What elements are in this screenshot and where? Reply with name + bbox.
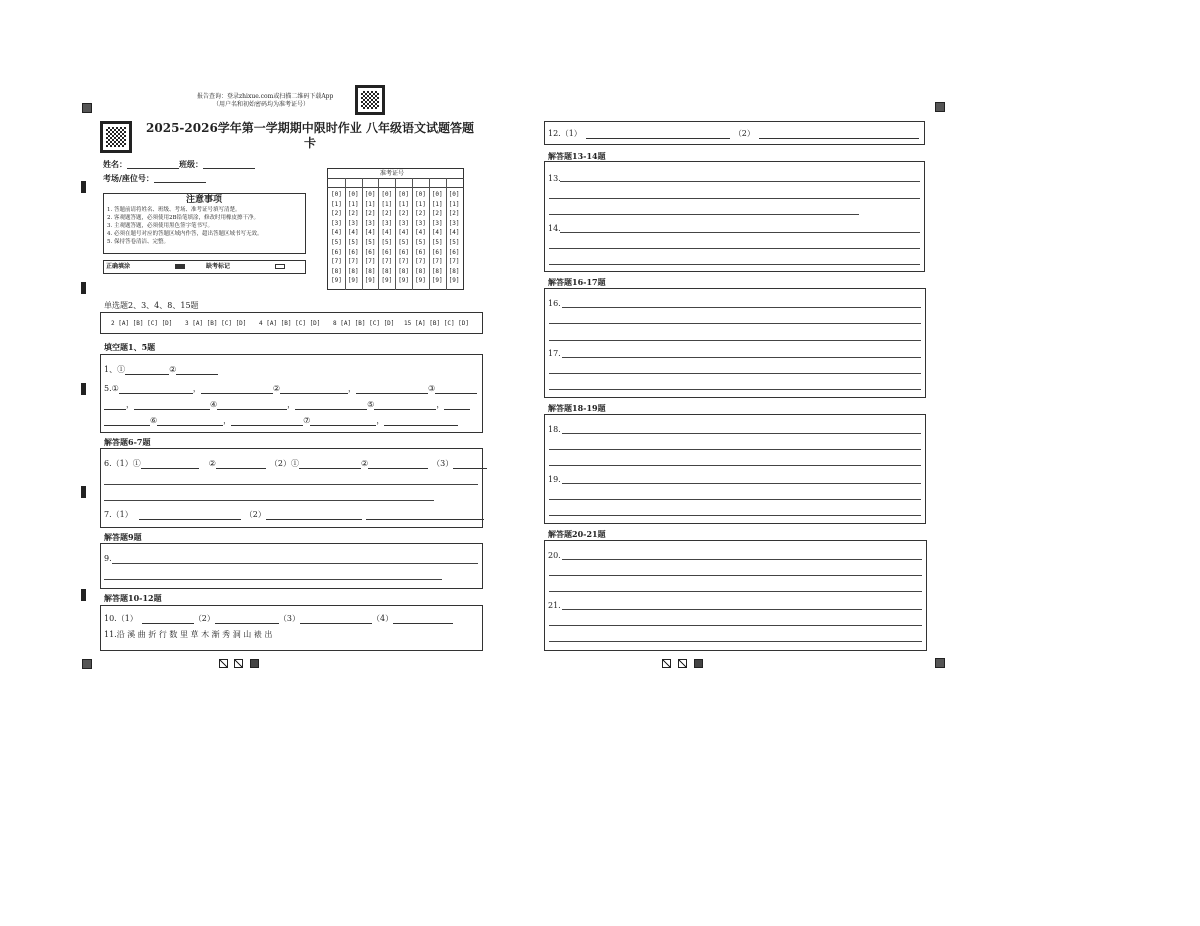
- q9-box: [100, 543, 483, 589]
- absent-mark-label: 缺考标记: [206, 263, 231, 270]
- seat-label: 考场/座位号：: [103, 173, 206, 183]
- exam-id-bubble[interactable]: [7]: [364, 258, 376, 266]
- report-line-1: 报告查询：登录zhixue.com或扫描二维码下载App: [197, 93, 334, 100]
- page-title-line-2: 卡: [303, 136, 316, 150]
- s1314-box: [544, 161, 925, 272]
- exam-id-bubble[interactable]: [7]: [415, 258, 426, 266]
- fill-q5-line1: 5.① ， ② ， ③: [104, 384, 477, 394]
- exam-id-bubble[interactable]: [0]: [364, 191, 376, 198]
- exam-id-bubble[interactable]: [2]: [448, 210, 460, 218]
- exam-id-bubble[interactable]: [0]: [331, 191, 342, 198]
- fill-q5-line2: ， ④ ， ⑤ ，: [104, 400, 470, 410]
- q7-line: 7.（1） （2）: [104, 510, 484, 520]
- exam-id-bubble[interactable]: [2]: [381, 210, 393, 218]
- report-line-2: （用户名和初始密码均为准考证号）: [213, 101, 310, 108]
- q19-label: 19.: [548, 475, 561, 484]
- exam-id-bubble[interactable]: [1]: [415, 200, 426, 208]
- exam-id-bubble[interactable]: [8]: [347, 267, 359, 275]
- exam-id-bubble[interactable]: [5]: [398, 239, 410, 246]
- exam-id-bubble[interactable]: [9]: [431, 277, 443, 285]
- exam-id-bubble[interactable]: [8]: [448, 267, 460, 275]
- mc-item-8[interactable]: 8 [A] [B] [C] [D]: [333, 320, 395, 327]
- exam-id-bubble[interactable]: [6]: [448, 248, 460, 256]
- page-mark: [250, 659, 259, 668]
- notice-item: 4. 必须在题号对应的答题区域内作答，超出答题区域书写无效。: [107, 231, 263, 237]
- page-mark: [234, 659, 243, 668]
- exam-id-bubble[interactable]: [7]: [431, 258, 443, 266]
- page-mark: [694, 659, 703, 668]
- absent-mark-checkbox[interactable]: [275, 264, 285, 269]
- exam-id-bubble[interactable]: [1]: [431, 200, 443, 208]
- notice-item: 3. 主观题答题，必须使用黑色签字笔书写。: [107, 223, 213, 229]
- notice-item: 1. 答题前请将姓名、班级、考场、准考证号填写清楚。: [107, 207, 241, 213]
- mc-item-15[interactable]: 15 [A] [B] [C] [D]: [404, 320, 470, 327]
- exam-id-bubble[interactable]: [9]: [398, 277, 410, 285]
- q21-label: 21.: [548, 601, 561, 610]
- mc-item-4[interactable]: 4 [A] [B] [C] [D]: [259, 320, 321, 327]
- exam-id-bubble[interactable]: [4]: [448, 229, 460, 237]
- s2021-box: [544, 540, 927, 651]
- side-mark: [81, 181, 86, 193]
- exam-id-bubble[interactable]: [1]: [347, 200, 359, 208]
- fill-q5-line3: ⑥ ， ⑦ ，: [104, 416, 458, 426]
- name-label: 姓名： 班级：: [103, 159, 255, 169]
- mc-section-title: 单选题2、3、4、8、15题: [104, 301, 199, 310]
- exam-id-bubble[interactable]: [8]: [398, 267, 410, 275]
- q13-label: 13.: [548, 174, 561, 183]
- exam-id-bubble[interactable]: [0]: [381, 191, 393, 198]
- s1314-title: 解答题13-14题: [548, 151, 606, 161]
- exam-id-bubble[interactable]: [6]: [347, 248, 359, 256]
- q9-section-title: 解答题9题: [104, 532, 142, 542]
- exam-id-bubble[interactable]: [0]: [448, 191, 460, 198]
- exam-id-bubble[interactable]: [7]: [331, 258, 342, 266]
- exam-id-bubble[interactable]: [3]: [398, 219, 410, 227]
- exam-id-bubble[interactable]: [3]: [381, 219, 393, 227]
- page-mark: [219, 659, 228, 668]
- side-mark: [81, 589, 86, 601]
- exam-id-bubble[interactable]: [6]: [364, 248, 376, 256]
- side-mark: [81, 383, 86, 395]
- exam-id-bubble[interactable]: [9]: [347, 277, 359, 285]
- exam-id-bubble[interactable]: [2]: [431, 210, 443, 218]
- q11-line: 11.沿 溪 曲 折 行 数 里 草 木 渐 秀 洞 山 裱 出: [104, 630, 273, 639]
- q12-line: 12.（1） （2）: [548, 129, 919, 139]
- exam-id-bubble[interactable]: [3]: [331, 219, 342, 227]
- exam-id-bubble[interactable]: [2]: [364, 210, 376, 218]
- notice-item: 2. 客观题答题，必须使用2B铅笔填涂，修改时用橡皮擦干净。: [107, 215, 260, 221]
- exam-id-bubble[interactable]: [1]: [331, 200, 342, 208]
- q6-line: 6.（1）① ② （2）① ② （3）: [104, 459, 487, 469]
- notice-title: 注意事项: [186, 195, 223, 205]
- exam-id-bubble[interactable]: [9]: [415, 277, 426, 285]
- q1012-section-title: 解答题10-12题: [104, 593, 162, 603]
- s1819-box: [544, 414, 926, 524]
- exam-id-col-divider: [429, 178, 430, 290]
- exam-id-bubble[interactable]: [9]: [381, 277, 393, 285]
- exam-id-bubble[interactable]: [0]: [415, 191, 426, 198]
- exam-id-col-divider: [446, 178, 447, 290]
- exam-id-bubble[interactable]: [8]: [364, 267, 376, 275]
- exam-id-bubble[interactable]: [5]: [448, 239, 460, 246]
- exam-id-bubble[interactable]: [1]: [448, 200, 460, 208]
- exam-id-col-divider: [412, 178, 413, 290]
- exam-id-bubble[interactable]: [5]: [331, 239, 342, 246]
- correct-fill-label: 正确填涂: [106, 263, 131, 270]
- exam-id-bubble[interactable]: [7]: [381, 258, 393, 266]
- corner-marker-bl: [82, 659, 92, 669]
- exam-id-bubble[interactable]: [5]: [364, 239, 376, 246]
- s1819-title: 解答题18-19题: [548, 403, 606, 413]
- q20-label: 20.: [548, 551, 561, 560]
- exam-id-bubble[interactable]: [8]: [431, 267, 443, 275]
- exam-id-bubble[interactable]: [9]: [364, 277, 376, 285]
- s2021-title: 解答题20-21题: [548, 529, 606, 539]
- exam-id-col-divider: [378, 178, 379, 290]
- exam-id-bubble[interactable]: [0]: [431, 191, 443, 198]
- corner-marker-tl: [82, 103, 92, 113]
- exam-id-bubble[interactable]: [4]: [364, 229, 376, 237]
- exam-id-bubble[interactable]: [3]: [415, 219, 426, 227]
- qr-code-icon: [100, 121, 132, 153]
- exam-id-bubble[interactable]: [5]: [415, 239, 426, 246]
- exam-id-col-divider: [345, 178, 346, 290]
- q17-label: 17.: [548, 349, 561, 358]
- exam-id-bubble[interactable]: [3]: [448, 219, 460, 227]
- side-mark: [81, 282, 86, 294]
- exam-id-bubble[interactable]: [3]: [364, 219, 376, 227]
- exam-id-bubble[interactable]: [4]: [347, 229, 359, 237]
- exam-id-bubble[interactable]: [7]: [448, 258, 460, 266]
- exam-id-bubble[interactable]: [8]: [331, 267, 342, 275]
- exam-id-bubble[interactable]: [4]: [398, 229, 410, 237]
- exam-id-bubble[interactable]: [2]: [331, 210, 342, 218]
- q9-label: 9.: [104, 554, 112, 563]
- exam-id-bubble[interactable]: [5]: [381, 239, 393, 246]
- s1617-title: 解答题16-17题: [548, 277, 606, 287]
- exam-id-bubble[interactable]: [1]: [381, 200, 393, 208]
- q16-label: 16.: [548, 299, 561, 308]
- notice-item: 5. 保持答卷清洁、完整。: [107, 239, 169, 245]
- exam-id-bubble[interactable]: [1]: [398, 200, 410, 208]
- exam-id-bubble[interactable]: [9]: [331, 277, 342, 285]
- q14-label: 14.: [548, 224, 561, 233]
- exam-id-bubble[interactable]: [3]: [431, 219, 443, 227]
- exam-id-bubble[interactable]: [4]: [431, 229, 443, 237]
- exam-id-bubble[interactable]: [6]: [415, 248, 426, 256]
- exam-id-label: 准考证号: [380, 170, 405, 177]
- exam-id-bubble[interactable]: [6]: [381, 248, 393, 256]
- qr-code-icon: [355, 85, 385, 115]
- exam-id-bubble[interactable]: [0]: [347, 191, 359, 198]
- corner-marker-tr: [935, 102, 945, 112]
- exam-id-bubble[interactable]: [5]: [347, 239, 359, 246]
- exam-id-col-divider: [395, 178, 396, 290]
- exam-id-bubble[interactable]: [2]: [347, 210, 359, 218]
- mc-item-2[interactable]: 2 [A] [B] [C] [D]: [111, 320, 173, 327]
- correct-fill-icon: [175, 264, 185, 269]
- exam-id-bubble[interactable]: [2]: [415, 210, 426, 218]
- exam-id-bubble[interactable]: [6]: [331, 248, 342, 256]
- exam-id-bubble[interactable]: [4]: [415, 229, 426, 237]
- side-mark: [81, 486, 86, 498]
- exam-id-bubble[interactable]: [2]: [398, 210, 410, 218]
- exam-id-bubble[interactable]: [6]: [431, 248, 443, 256]
- exam-id-bubble[interactable]: [3]: [347, 219, 359, 227]
- exam-id-bubble[interactable]: [4]: [331, 229, 342, 237]
- exam-id-bubble[interactable]: [6]: [398, 248, 410, 256]
- exam-id-bubble[interactable]: [8]: [415, 267, 426, 275]
- exam-id-bubble[interactable]: [4]: [381, 229, 393, 237]
- page-mark: [678, 659, 687, 668]
- exam-id-bubble[interactable]: [9]: [448, 277, 460, 285]
- q18-label: 18.: [548, 425, 561, 434]
- fill-q1: 1、① ②: [104, 365, 218, 375]
- q67-section-title: 解答题6-7题: [104, 437, 151, 447]
- exam-id-bubble[interactable]: [8]: [381, 267, 393, 275]
- page-mark: [662, 659, 671, 668]
- exam-id-bubble[interactable]: [0]: [398, 191, 410, 198]
- exam-id-bubble[interactable]: [1]: [364, 200, 376, 208]
- page-title-line-1: 2025-2026学年第一学期期中限时作业 八年级语文试题答题: [146, 121, 474, 135]
- exam-id-col-divider: [362, 178, 363, 290]
- q1012-box: [100, 605, 483, 651]
- exam-id-bubble[interactable]: [7]: [347, 258, 359, 266]
- exam-id-bubble[interactable]: [5]: [431, 239, 443, 246]
- s1617-box: [544, 288, 926, 398]
- q10-line: 10.（1） （2） （3） （4）: [104, 614, 453, 624]
- fill-section-title: 填空题1、5题: [104, 342, 156, 352]
- corner-marker-br: [935, 658, 945, 668]
- mc-item-3[interactable]: 3 [A] [B] [C] [D]: [185, 320, 247, 327]
- exam-id-bubble[interactable]: [7]: [398, 258, 410, 266]
